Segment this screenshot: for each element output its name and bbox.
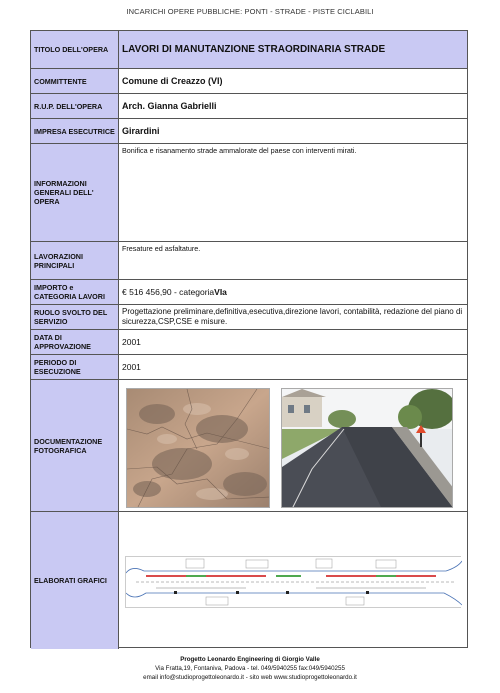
label-documentazione: DOCUMENTAZIONE FOTOGRAFICA [31,380,119,511]
label-impresa: IMPRESA ESECUTRICE [31,119,119,143]
damaged-road-image [127,389,270,508]
photo-area [119,380,467,511]
footer-contacts: email info@studioprogettoleonardo.it - sito web www.studioprogettoleonardo.it [143,674,357,681]
value-informazioni: Bonifica e risanamento strade ammalorate del paese con interventi mirati. [122,146,357,155]
row-committente [31,69,467,94]
road-plan-image [126,557,462,607]
label-importo: IMPORTO e CATEGORIA LAVORI [31,280,119,304]
importo-amount: € 516 456,90 - categoria [122,286,215,297]
label-periodo: PERIODO DI ESECUZIONE [31,355,119,379]
value-impresa: Girardini [122,125,160,136]
importo-category: VIa [214,286,227,297]
label-data: DATA DI APPROVAZIONE [31,330,119,354]
label-rup: R.U.P. DELL'OPERA [31,94,119,118]
label-committente: COMMITTENTE [31,69,119,93]
row-documentazione [31,380,467,512]
label-lavorazioni: LAVORAZIONI PRINCIPALI [31,242,119,279]
row-importo [31,280,467,305]
row-periodo [31,355,467,380]
footer-address: Via Fratta,19, Fontaniva, Padova - tel. 049/5940255 fax:049/5940255 [155,665,345,672]
value-lavorazioni: Fresature ed asfaltature. [122,244,201,253]
drawing-area [119,512,467,649]
row-rup [31,94,467,119]
photo-damaged-road [126,388,270,508]
value-data: 2001 [122,336,141,347]
value-titolo: LAVORI DI MANUTANZIONE STRAORDINARIA STRADE [119,31,467,68]
row-informazioni [31,144,467,242]
row-impresa [31,119,467,144]
row-elaborati [31,512,467,649]
value-periodo: 2001 [122,361,141,372]
repaved-road-image [282,389,453,508]
label-ruolo: RUOLO SVOLTO DEL SERVIZIO [31,305,119,329]
value-importo [119,280,467,304]
row-data [31,330,467,355]
road-plan-drawing [125,556,461,608]
photo-repaved-road [281,388,453,508]
value-rup: Arch. Gianna Gabrielli [122,100,217,111]
project-sheet [30,30,468,648]
label-titolo: TITOLO DELL'OPERA [31,31,119,68]
page-header: INCARICHI OPERE PUBBLICHE: PONTI - STRADE - PISTE CICLABILI [126,7,374,16]
page-footer [0,655,500,682]
label-informazioni: INFORMAZIONI GENERALI DELL' OPERA [31,144,119,241]
label-elaborati: ELABORATI GRAFICI [31,512,119,649]
value-committente: Comune di Creazzo (VI) [122,75,223,86]
row-lavorazioni [31,242,467,280]
footer-company: Progetto Leonardo Engineering di Giorgio Valle [180,656,320,663]
row-titolo [31,31,467,69]
value-ruolo: Progettazione preliminare,definitiva,esecutiva,direzione lavori, contabilità, redazione del piano di sicurezza,CSP,CSE e misure. [122,307,463,326]
row-ruolo [31,305,467,330]
